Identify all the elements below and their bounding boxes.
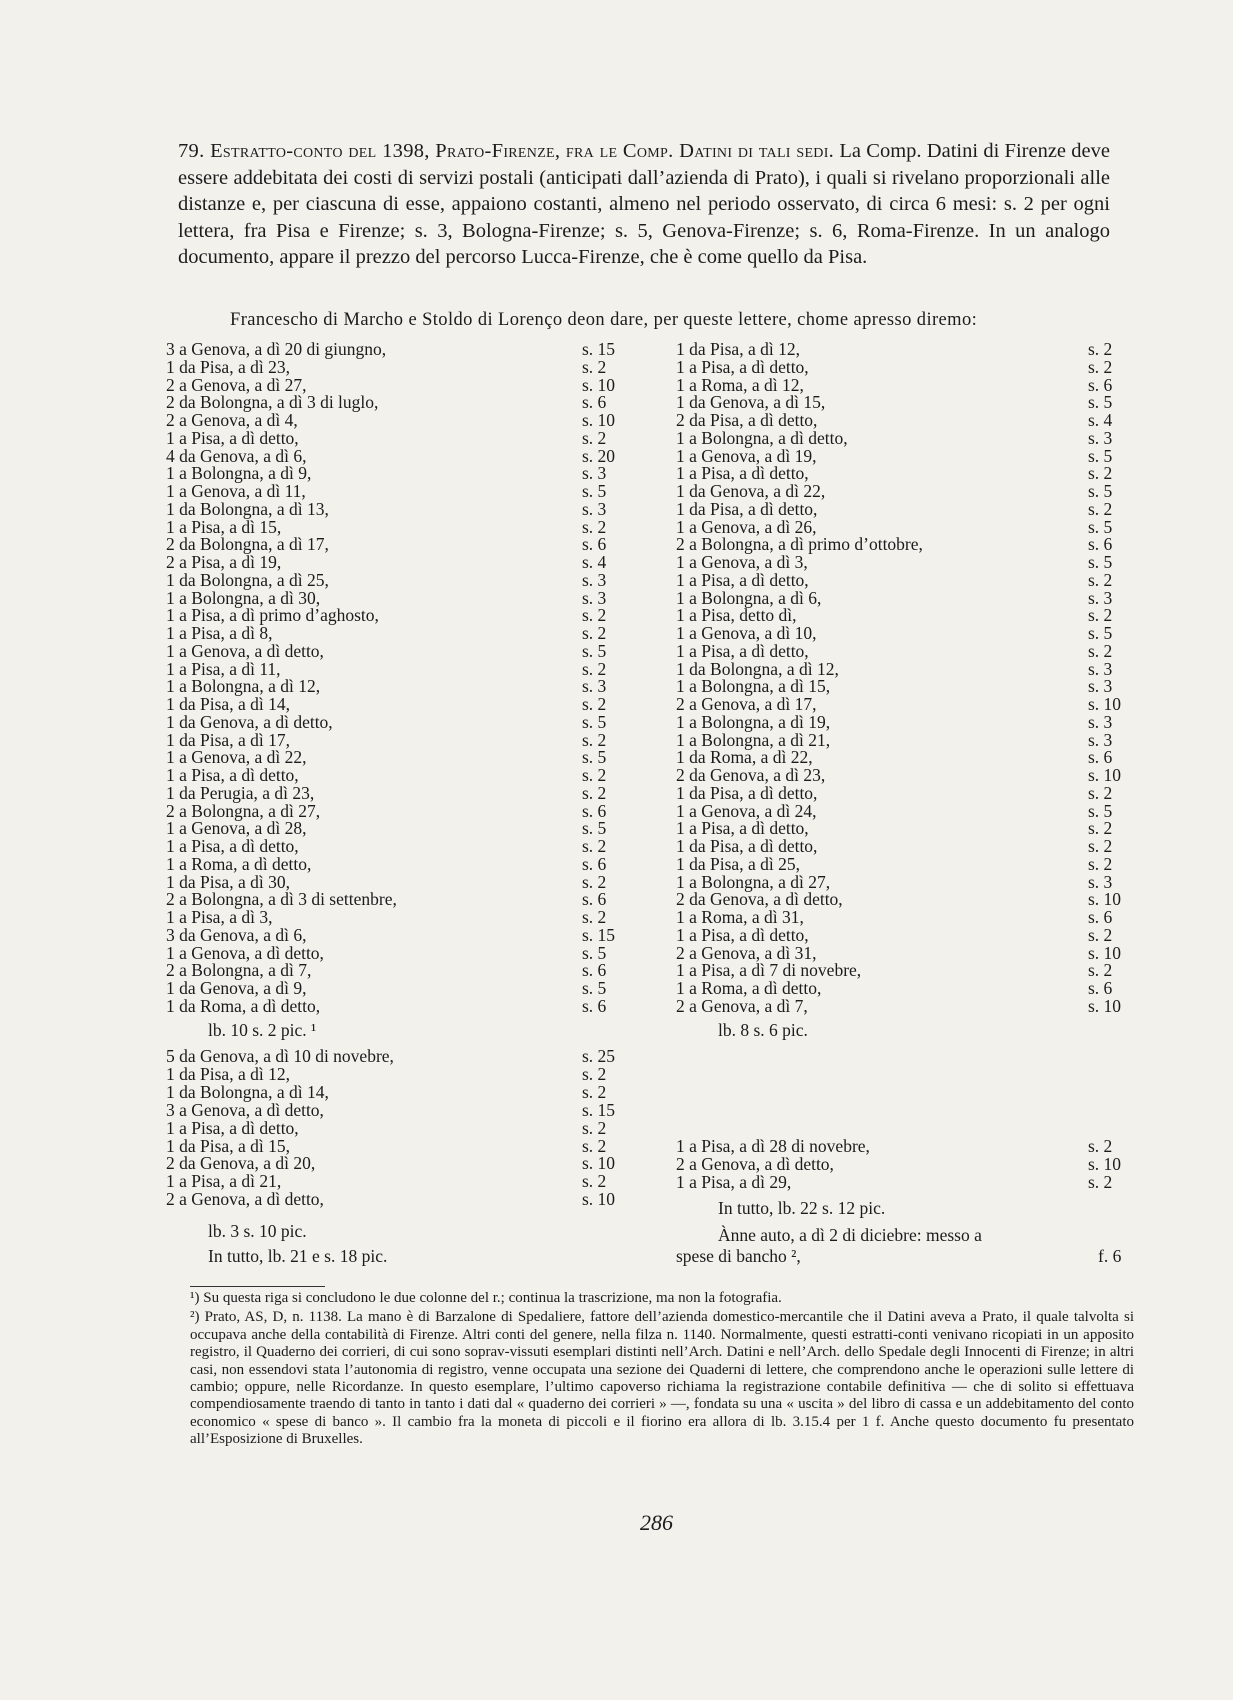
entry-amount: s. 3	[582, 587, 607, 608]
entry-amount: s. 6	[582, 853, 607, 874]
entry-amount: s. 2	[1088, 1172, 1113, 1192]
entry-description: 1 da Pisa, a dì 23,	[166, 356, 290, 377]
footnote-rule	[190, 1286, 325, 1287]
entry-amount: s. 2	[582, 694, 607, 714]
entry-description: 1 a Pisa, a dì detto,	[166, 765, 299, 785]
entry-description: 2 a Genova, a dì 31,	[676, 942, 817, 963]
entry-description: 2 da Pisa, a dì detto,	[676, 410, 818, 430]
ledger-left-column-2	[166, 1046, 616, 1210]
entry-amount: s. 6	[582, 995, 607, 1016]
entry-amount: s. 2	[582, 1117, 607, 1138]
entry-description: 1 a Pisa, a dì 28 di novebre,	[676, 1136, 870, 1156]
entry-description: 2 a Genova, a dì 7,	[676, 995, 808, 1016]
entry-amount: s. 5	[1088, 800, 1113, 821]
entry-description: 2 da Genova, a dì detto,	[676, 889, 843, 910]
entry-description: 1 a Pisa, detto dì,	[676, 605, 797, 626]
entry-description: 1 da Roma, a dì detto,	[166, 995, 321, 1016]
entry-amount: s. 10	[1088, 694, 1122, 714]
entry-amount: s. 10	[582, 374, 616, 395]
entry-amount: s. 3	[582, 569, 607, 590]
entry-description: 1 a Pisa, a dì primo d’aghosto,	[166, 605, 379, 626]
entry-amount: s. 2	[582, 356, 607, 377]
entry-description: 1 a Roma, a dì detto,	[166, 853, 312, 874]
entry-description: 1 a Pisa, a dì 29,	[676, 1172, 792, 1192]
entry-amount: s. 2	[582, 729, 607, 750]
entry-description: 1 a Genova, a dì 22,	[166, 747, 307, 768]
entry-amount: s. 3	[582, 676, 607, 697]
entry-description: 1 da Pisa, a dì detto,	[676, 498, 818, 519]
entry-amount: s. 10	[1088, 995, 1122, 1016]
entry-description: 1 da Pisa, a dì 25,	[676, 853, 800, 874]
entry-description: 1 da Pisa, a dì 14,	[166, 694, 290, 714]
entry-description: 3 da Genova, a dì 6,	[166, 924, 307, 945]
entry-amount: s. 10	[1088, 1154, 1122, 1174]
entry-amount: s. 2	[582, 658, 607, 679]
entry-amount: s. 5	[582, 481, 607, 501]
left-subtotal-2: lb. 3 s. 10 pic.	[208, 1221, 307, 1241]
entry-amount: s. 2	[582, 427, 607, 448]
entry-amount: s. 25	[582, 1046, 616, 1066]
entry-description: 1 da Genova, a dì detto,	[166, 711, 333, 732]
entry-description: 1 a Roma, a dì 12,	[676, 374, 804, 395]
entry-description: 1 a Pisa, a dì detto,	[676, 569, 809, 590]
entry-description: 1 da Perugia, a dì 23,	[166, 782, 315, 803]
entry-description: 1 a Pisa, a dì 15,	[166, 516, 282, 537]
entry-description: 1 da Pisa, a dì 12,	[166, 1063, 290, 1084]
entry-description: 1 a Bolongna, a dì detto,	[676, 427, 848, 448]
footnote-1: ¹) Su questa riga si concludono le due colonne del r.; continua la trascrizione, ma non la fotografia.	[190, 1290, 782, 1306]
entry-amount: s. 2	[1088, 782, 1113, 803]
entry-description: 2 a Bolongna, a dì primo d’ottobre,	[676, 534, 923, 555]
entry-amount: s. 2	[1088, 836, 1113, 856]
entry-amount: s. 15	[582, 924, 616, 945]
entry-description: 1 da Pisa, a dì 12,	[676, 339, 800, 359]
entry-description: 2 a Genova, a dì 4,	[166, 410, 298, 430]
entry-amount: s. 4	[582, 552, 607, 572]
entry-description: 2 a Genova, a dì 27,	[166, 374, 307, 395]
entry-amount: s. 5	[582, 747, 607, 768]
entry-amount: s. 5	[1088, 516, 1113, 537]
entry-amount: s. 3	[1088, 658, 1113, 679]
entry-amount: s. 2	[1088, 498, 1113, 519]
entry-amount: s. 2	[1088, 960, 1113, 981]
right-subtotal: lb. 8 s. 6 pic.	[718, 1020, 808, 1040]
entry-description: 2 a Genova, a dì detto,	[166, 1189, 324, 1210]
entry-description: 1 a Roma, a dì 31,	[676, 907, 804, 927]
entry-amount: s. 5	[582, 640, 607, 661]
ledger-left-column	[166, 339, 616, 1016]
entry-description: 1 a Pisa, a dì 11,	[166, 658, 281, 679]
entry-amount: s. 2	[582, 1063, 607, 1084]
entry-description: 2 a Bolongna, a dì 27,	[166, 800, 321, 821]
entry-amount: s. 2	[1088, 569, 1113, 590]
right-note-line-1: Ànne auto, a dì 2 di diciebre: messo a	[718, 1225, 982, 1245]
entry-description: 2 da Genova, a dì 20,	[166, 1153, 316, 1174]
footnotes	[190, 1290, 1134, 1449]
entry-description: 1 da Bolongna, a dì 13,	[166, 498, 329, 519]
entry-amount: s. 3	[1088, 711, 1113, 732]
entry-amount: s. 5	[582, 711, 607, 732]
left-subtotal: lb. 10 s. 2 pic. ¹	[208, 1020, 317, 1040]
entry-amount: s. 2	[1088, 818, 1113, 839]
entry-description: 1 da Pisa, a dì detto,	[676, 836, 818, 856]
entry-amount: s. 5	[582, 978, 607, 998]
entry-description: 1 da Pisa, a dì detto,	[676, 782, 818, 803]
entry-amount: s. 10	[1088, 765, 1122, 785]
entry-amount: s. 15	[582, 339, 616, 359]
entry-description: 1 da Bolongna, a dì 12,	[676, 658, 839, 679]
entry-description: 4 da Genova, a dì 6,	[166, 445, 307, 466]
entry-amount: s. 2	[582, 871, 607, 892]
entry-description: 1 a Genova, a dì detto,	[166, 640, 324, 661]
entry-description: 2 a Genova, a dì 17,	[676, 694, 817, 714]
entry-amount: s. 6	[1088, 978, 1113, 998]
entry-amount: s. 2	[1088, 356, 1113, 377]
entry-amount: s. 6	[582, 534, 607, 555]
entry-description: 2 a Bolongna, a dì 3 di settenbre,	[166, 889, 397, 910]
entry-amount: s. 2	[582, 907, 607, 927]
entry-amount: s. 5	[582, 942, 607, 963]
entry-amount: s. 2	[1088, 640, 1113, 661]
entry-description: 1 a Genova, a dì 11,	[166, 481, 306, 501]
page-number: 286	[640, 1510, 673, 1535]
entry-amount: s. 2	[582, 516, 607, 537]
entry-amount: s. 2	[582, 1081, 607, 1102]
entry-description: 1 a Pisa, a dì 3,	[166, 907, 273, 927]
entry-amount: s. 3	[582, 498, 607, 519]
entry-description: 1 a Pisa, a dì detto,	[166, 836, 299, 856]
entry-amount: s. 5	[582, 818, 607, 839]
entry-description: 1 a Bolongna, a dì 12,	[166, 676, 321, 697]
entry-description: 1 a Genova, a dì 3,	[676, 552, 808, 572]
section-heading: 79. Estratto-conto del 1398, Prato-Firenze, fra le Comp. Datini di tali sedi.	[178, 140, 835, 162]
entry-description: 1 da Genova, a dì 22,	[676, 481, 826, 501]
entry-amount: s. 2	[582, 782, 607, 803]
entry-description: 1 a Bolongna, a dì 19,	[676, 711, 831, 732]
entry-description: 1 a Pisa, a dì 8,	[166, 623, 273, 643]
entry-amount: s. 10	[582, 1189, 616, 1210]
entry-amount: s. 5	[1088, 481, 1113, 501]
entry-description: 1 a Pisa, a dì 7 di novebre,	[676, 960, 862, 981]
entry-amount: s. 3	[582, 463, 607, 484]
footnote-2: ²) Prato, AS, D, n. 1138. La mano è di Barzalone di Spedaliere, fattore dell’azienda domestico-mercantile che il Datini aveva a Prato, il quale talvolta si occupava anche della contabilità di Firenze. Altri conti del genere, nella filza n. 1140. Normalmente, questi estratti-conti venivano ricopiati in un apposito registro, il Quaderno dei corrieri, di cui sono soprav-vissuti esemplari distinti nell’Arch. Datini e nell’Arch. dello Spedale degli Innocenti di Firenze; in altri casi, non essendovi stata l’autonomia di registro, venne occupata una sezione dei Quaderni di lettere, che comprendono anche le operazioni sulle lettere di cambio; oppure, nelle Ricordanze. In questo esemplare, l’ultimo capoverso richiama la registrazione contabile definitiva — che di solito si effettuava compendiosamente traendo di tanto in tanto i dati dal « quaderno dei corrieri » —, fondata su una « uscita » del libro di cassa e un addebitamento del conto economico « spese di banco ». Il cambio fra la moneta di piccoli e il fiorino era allora di lb. 3.15.4 per 1 f. Anche questo documento fu presentato all’Esposizione di Bruxelles.	[190, 1309, 1134, 1448]
entry-description: 1 a Bolongna, a dì 9,	[166, 463, 312, 484]
entry-amount: s. 2	[582, 765, 607, 785]
entry-amount: s. 10	[1088, 889, 1122, 910]
entry-amount: s. 2	[582, 1135, 607, 1156]
entry-amount: s. 3	[1088, 676, 1113, 697]
entry-description: 1 a Genova, a dì 24,	[676, 800, 817, 821]
entry-description: 1 da Pisa, a dì 17,	[166, 729, 290, 750]
entry-amount: s. 2	[1088, 924, 1113, 945]
intro-paragraph	[178, 138, 1110, 271]
entry-amount: s. 4	[1088, 410, 1113, 430]
entry-description: 2 da Bolongna, a dì 17,	[166, 534, 329, 555]
intro-text: La Comp. Datini di Firenze deve essere addebitata dei costi di servizi postali (anticipati dall’azienda di Prato), i quali si rivelano proporzionali alle distanze e, per ciascuna di esse, appaiono costanti, almeno nel periodo osservato, di circa 6 mesi: s. 2 per ogni lettera, fra Pisa e Firenze; s. 3, Bologna-Firenze; s. 5, Genova-Firenze; s. 6, Roma-Firenze. In un analogo documento, appare il prezzo del percorso Lucca-Firenze, che è come quello da Pisa.	[178, 140, 1110, 268]
entry-description: 1 a Pisa, a dì detto,	[676, 924, 809, 945]
entry-amount: s. 5	[1088, 445, 1113, 466]
entry-description: 1 a Roma, a dì detto,	[676, 978, 822, 998]
entry-amount: s. 2	[1088, 853, 1113, 874]
entry-amount: s. 3	[1088, 427, 1113, 448]
ledger-right-column-2	[676, 1137, 1136, 1191]
entry-description: 1 da Pisa, a dì 30,	[166, 871, 290, 892]
entry-description: 1 a Genova, a dì 26,	[676, 516, 817, 537]
entry-description: 2 a Bolongna, a dì 7,	[166, 960, 312, 981]
entry-description: 1 a Genova, a dì detto,	[166, 942, 324, 963]
entry-amount: s. 5	[1088, 552, 1113, 572]
ledger-subheading: Francescho di Marcho e Stoldo di Lorenço deon dare, per queste lettere, chome apresso diremo:	[230, 310, 978, 330]
entry-amount: s. 2	[582, 1171, 607, 1192]
entry-amount: s. 2	[1088, 605, 1113, 626]
entry-description: 5 da Genova, a dì 10 di novebre,	[166, 1046, 394, 1066]
entry-description: 1 a Bolongna, a dì 21,	[676, 729, 831, 750]
entry-description: 1 a Bolongna, a dì 30,	[166, 587, 321, 608]
entry-description: 1 da Bolongna, a dì 25,	[166, 569, 329, 590]
entry-amount: s. 3	[1088, 871, 1113, 892]
entry-description: 3 a Genova, a dì 20 di giungno,	[166, 339, 387, 359]
entry-amount: s. 6	[582, 800, 607, 821]
entry-amount: s. 3	[1088, 587, 1113, 608]
entry-amount: s. 2	[1088, 339, 1113, 359]
entry-description: 1 a Pisa, a dì detto,	[676, 640, 809, 661]
entry-description: 1 da Pisa, a dì 15,	[166, 1135, 290, 1156]
entry-description: 1 a Pisa, a dì detto,	[166, 427, 299, 448]
entry-description: 2 a Pisa, a dì 19,	[166, 552, 282, 572]
entry-amount: s. 2	[1088, 1136, 1113, 1156]
entry-description: 2 da Genova, a dì 23,	[676, 765, 826, 785]
entry-description: 2 da Bolongna, a dì 3 di luglo,	[166, 392, 379, 413]
right-note-line-2: spese di bancho ²,	[676, 1246, 801, 1266]
entry-description: 1 a Bolongna, a dì 6,	[676, 587, 822, 608]
entry-amount: s. 3	[1088, 729, 1113, 750]
entry-amount: s. 15	[582, 1099, 616, 1120]
entry-description: 1 da Roma, a dì 22,	[676, 747, 813, 768]
entry-description: 1 a Pisa, a dì 21,	[166, 1171, 282, 1192]
entry-description: 1 da Genova, a dì 15,	[676, 392, 826, 413]
entry-amount: s. 2	[582, 623, 607, 643]
ledger-right-column	[676, 339, 1136, 1016]
entry-amount: s. 5	[1088, 623, 1113, 643]
entry-amount: s. 6	[582, 392, 607, 413]
entry-amount: s. 6	[582, 889, 607, 910]
left-grand-total: In tutto, lb. 21 e s. 18 pic.	[208, 1246, 388, 1266]
entry-amount: s. 5	[1088, 392, 1113, 413]
entry-amount: s. 2	[582, 605, 607, 626]
entry-amount: s. 2	[582, 836, 607, 856]
entry-description: 1 a Pisa, a dì detto,	[676, 356, 809, 377]
entry-amount: s. 6	[1088, 374, 1113, 395]
entry-description: 1 a Genova, a dì 28,	[166, 818, 307, 839]
entry-description: 3 a Genova, a dì detto,	[166, 1099, 324, 1120]
entry-description: 1 a Bolongna, a dì 15,	[676, 676, 831, 697]
entry-amount: s. 6	[582, 960, 607, 981]
right-note-amount: f. 6	[1098, 1246, 1122, 1266]
entry-amount: s. 10	[582, 410, 616, 430]
right-grand-total: In tutto, lb. 22 s. 12 pic.	[718, 1198, 886, 1218]
entry-amount: s. 10	[1088, 942, 1122, 963]
entry-description: 1 a Genova, a dì 10,	[676, 623, 817, 643]
entry-amount: s. 20	[582, 445, 616, 466]
entry-description: 1 a Pisa, a dì detto,	[676, 818, 809, 839]
entry-amount: s. 6	[1088, 907, 1113, 927]
entry-description: 1 da Bolongna, a dì 14,	[166, 1081, 329, 1102]
entry-description: 1 a Pisa, a dì detto,	[676, 463, 809, 484]
entry-description: 1 a Pisa, a dì detto,	[166, 1117, 299, 1138]
entry-description: 1 da Genova, a dì 9,	[166, 978, 307, 998]
entry-amount: s. 6	[1088, 534, 1113, 555]
entry-amount: s. 2	[1088, 463, 1113, 484]
entry-description: 2 a Genova, a dì detto,	[676, 1154, 834, 1174]
entry-amount: s. 6	[1088, 747, 1113, 768]
entry-description: 1 a Bolongna, a dì 27,	[676, 871, 831, 892]
entry-amount: s. 10	[582, 1153, 616, 1174]
entry-description: 1 a Genova, a dì 19,	[676, 445, 817, 466]
